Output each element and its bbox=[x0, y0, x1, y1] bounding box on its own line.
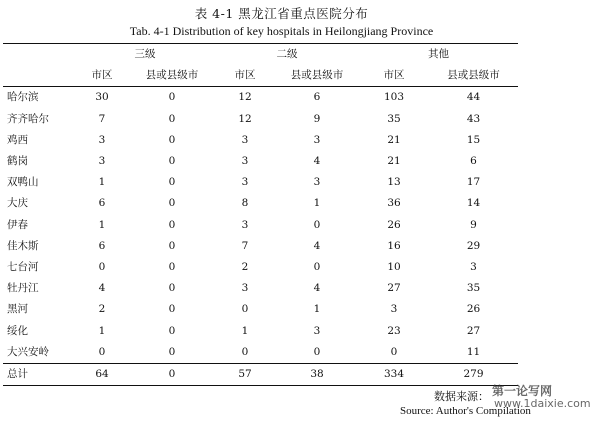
region-name-cell: 牡丹江 bbox=[7, 282, 39, 295]
value-cell: 12 bbox=[238, 91, 252, 104]
value-cell: 9 bbox=[470, 218, 477, 231]
subheader-cell: 县或县级市 bbox=[429, 65, 518, 87]
table-row bbox=[3, 193, 518, 214]
source-note-cn: 数据来源： bbox=[434, 390, 489, 403]
table-row bbox=[3, 299, 518, 320]
value-cell: 6 bbox=[98, 197, 106, 210]
value-cell: 29 bbox=[466, 239, 481, 252]
value-cell: 0 bbox=[241, 303, 249, 316]
value-cell: 21 bbox=[387, 155, 401, 168]
value-cell: 0 bbox=[129, 364, 215, 386]
value-cell: 2 bbox=[241, 261, 249, 274]
region-name-cell: 七台河 bbox=[7, 261, 39, 274]
value-cell: 1 bbox=[98, 218, 106, 231]
value-cell: 0 bbox=[168, 282, 176, 295]
value-cell: 0 bbox=[98, 345, 106, 358]
value-cell: 1 bbox=[313, 197, 321, 210]
value-cell: 57 bbox=[215, 364, 275, 386]
value-cell: 1 bbox=[241, 324, 249, 337]
value-cell: 0 bbox=[241, 345, 249, 358]
table-row bbox=[3, 321, 518, 342]
region-name-cell: 总计 bbox=[3, 364, 75, 386]
value-cell: 3 bbox=[241, 176, 249, 189]
value-cell: 6 bbox=[470, 155, 477, 168]
watermark-logo bbox=[492, 385, 591, 409]
subheader-cell: 县或县级市 bbox=[129, 65, 215, 87]
table-title-en: Tab. 4-1 Distribution of key hospitals in Heilongjiang Province bbox=[129, 24, 434, 38]
region-name-cell: 哈尔滨 bbox=[7, 91, 39, 104]
region-name-cell: 鸡西 bbox=[7, 133, 28, 146]
value-cell: 0 bbox=[168, 261, 176, 274]
value-cell: 10 bbox=[387, 261, 401, 274]
value-cell: 4 bbox=[313, 155, 321, 168]
watermark-line-2: www.1daixie.com bbox=[494, 396, 591, 410]
value-cell: 0 bbox=[168, 239, 176, 252]
value-cell: 14 bbox=[466, 197, 481, 210]
value-cell: 26 bbox=[387, 218, 401, 231]
value-cell: 0 bbox=[168, 218, 176, 231]
table-row bbox=[3, 87, 518, 109]
subheader-cell: 县或县级市 bbox=[275, 65, 359, 87]
region-name-cell: 伊春 bbox=[7, 218, 28, 231]
subheader-cell: 市区 bbox=[75, 65, 129, 87]
value-cell: 21 bbox=[387, 133, 401, 146]
subheader-cell: 市区 bbox=[215, 65, 275, 87]
value-cell: 38 bbox=[275, 364, 359, 386]
value-cell: 35 bbox=[466, 282, 481, 295]
source-note-en: Source: Author's Compilation bbox=[400, 405, 531, 417]
value-cell: 8 bbox=[241, 197, 249, 210]
table-row bbox=[3, 172, 518, 193]
table-row bbox=[3, 342, 518, 364]
value-cell: 0 bbox=[168, 197, 176, 210]
table-title-cn: 表 4-1 黑龙江省重点医院分布 bbox=[194, 6, 369, 21]
value-cell: 26 bbox=[466, 303, 481, 316]
value-cell: 36 bbox=[387, 197, 401, 210]
value-cell: 0 bbox=[168, 155, 176, 168]
subheader-cell: 市区 bbox=[359, 65, 429, 87]
value-cell: 1 bbox=[313, 303, 321, 316]
value-cell: 0 bbox=[168, 324, 176, 337]
value-cell: 0 bbox=[168, 176, 176, 189]
region-subheader-blank bbox=[3, 65, 75, 87]
value-cell: 6 bbox=[98, 239, 106, 252]
region-name-cell: 绥化 bbox=[7, 324, 28, 337]
value-cell: 0 bbox=[390, 345, 398, 358]
value-cell: 0 bbox=[168, 345, 176, 358]
value-cell: 7 bbox=[98, 112, 106, 125]
value-cell: 43 bbox=[466, 112, 481, 125]
value-cell: 3 bbox=[98, 155, 106, 168]
value-cell: 4 bbox=[98, 282, 106, 295]
value-cell: 3 bbox=[313, 133, 321, 146]
region-name-cell: 黑河 bbox=[7, 303, 28, 316]
group-header-other: 其他 bbox=[359, 44, 518, 66]
value-cell: 3 bbox=[470, 261, 477, 274]
value-cell: 3 bbox=[98, 133, 106, 146]
value-cell: 6 bbox=[313, 91, 321, 104]
hospital-distribution-table bbox=[3, 43, 518, 386]
value-cell: 3 bbox=[390, 303, 398, 316]
value-cell: 27 bbox=[466, 324, 481, 337]
value-cell: 3 bbox=[241, 282, 249, 295]
value-cell: 334 bbox=[359, 364, 429, 386]
value-cell: 3 bbox=[313, 324, 321, 337]
value-cell: 3 bbox=[241, 133, 249, 146]
group-header-row bbox=[3, 44, 518, 66]
table-row bbox=[3, 278, 518, 299]
value-cell: 27 bbox=[387, 282, 401, 295]
region-header-blank bbox=[3, 44, 75, 66]
table-total-row bbox=[3, 364, 518, 386]
region-name-cell: 佳木斯 bbox=[7, 239, 39, 252]
value-cell: 13 bbox=[387, 176, 401, 189]
value-cell: 103 bbox=[383, 91, 405, 104]
value-cell: 44 bbox=[466, 91, 481, 104]
value-cell: 3 bbox=[241, 155, 249, 168]
table-row bbox=[3, 215, 518, 236]
value-cell: 1 bbox=[98, 324, 106, 337]
value-cell: 0 bbox=[313, 218, 321, 231]
value-cell: 17 bbox=[466, 176, 481, 189]
value-cell: 16 bbox=[387, 239, 401, 252]
table-row bbox=[3, 109, 518, 130]
region-name-cell: 齐齐哈尔 bbox=[7, 112, 49, 125]
value-cell: 3 bbox=[313, 176, 321, 189]
value-cell: 0 bbox=[168, 133, 176, 146]
value-cell: 11 bbox=[466, 345, 481, 358]
region-name-cell: 大兴安岭 bbox=[7, 345, 49, 358]
value-cell: 9 bbox=[313, 112, 321, 125]
value-cell: 2 bbox=[98, 303, 106, 316]
value-cell: 0 bbox=[313, 261, 321, 274]
value-cell: 0 bbox=[98, 261, 106, 274]
region-name-cell: 大庆 bbox=[7, 197, 28, 210]
value-cell: 4 bbox=[313, 282, 321, 295]
value-cell: 0 bbox=[313, 345, 321, 358]
value-cell: 4 bbox=[313, 239, 321, 252]
value-cell: 12 bbox=[238, 112, 252, 125]
value-cell: 3 bbox=[241, 218, 249, 231]
value-cell: 279 bbox=[429, 364, 518, 386]
value-cell: 30 bbox=[95, 91, 109, 104]
value-cell: 15 bbox=[466, 133, 481, 146]
region-name-cell: 鹤岗 bbox=[7, 155, 28, 168]
value-cell: 1 bbox=[98, 176, 106, 189]
value-cell: 0 bbox=[168, 112, 176, 125]
watermark-line-1: 第一论写网 bbox=[492, 384, 553, 398]
value-cell: 7 bbox=[241, 239, 249, 252]
table-row bbox=[3, 236, 518, 257]
value-cell: 35 bbox=[387, 112, 401, 125]
sub-header-row bbox=[3, 65, 518, 87]
table-row bbox=[3, 151, 518, 172]
value-cell: 0 bbox=[168, 303, 176, 316]
table-row bbox=[3, 257, 518, 278]
region-name-cell: 双鸭山 bbox=[7, 176, 39, 189]
value-cell: 23 bbox=[387, 324, 401, 337]
table-row bbox=[3, 130, 518, 151]
table-body bbox=[3, 87, 518, 386]
value-cell: 0 bbox=[168, 91, 176, 104]
group-header-tertiary: 三级 bbox=[75, 44, 215, 66]
value-cell: 64 bbox=[75, 364, 129, 386]
group-header-secondary: 二级 bbox=[215, 44, 359, 66]
